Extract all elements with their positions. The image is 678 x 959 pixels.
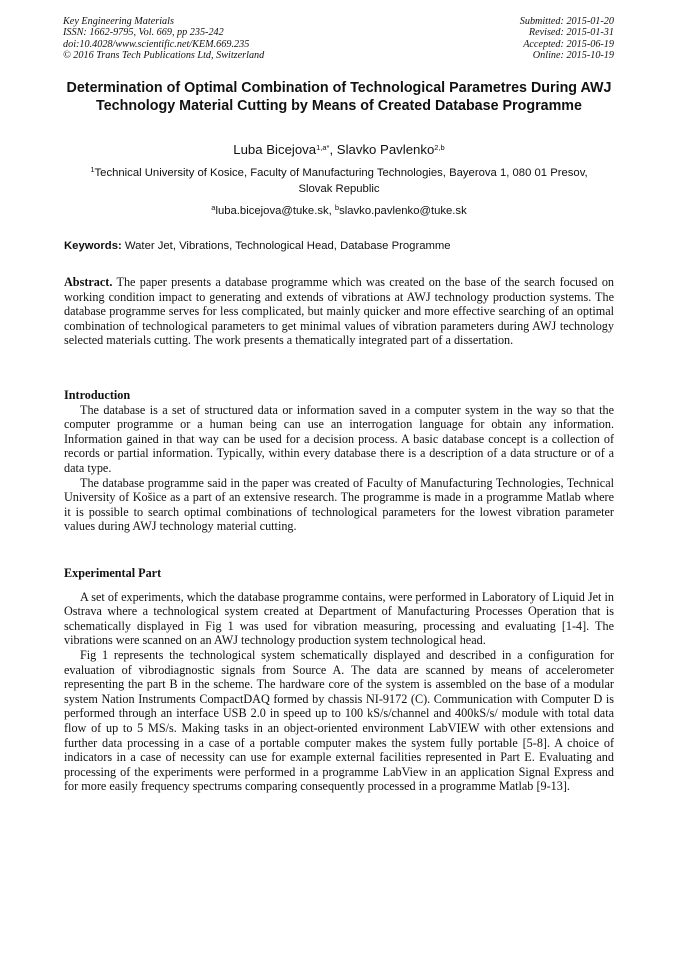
email-a: luba.bicejova@tuke.sk — [215, 205, 329, 217]
affiliation-mark: 1 — [90, 165, 95, 174]
dates-info — [520, 16, 614, 62]
introduction-paragraph: The database is a set of structured data or information saved in a computer system in the way so that the computer programme or a human being can use an interrogation language for obtain any information. Information gained in that way can be used for a decision process. A basic database concept is a collection of records or partial information. Typically, within every database there is a description of a data structure or of a data type. — [64, 402, 614, 475]
experimental-paragraph: A set of experiments, which the database programme contains, were performed in Laboratory of Liquid Jet in Ostrava where a technological system created at Department of Manufacturing Processes Operation that is schematically displayed in Fig 1 was used for vibration measuring, processing and evaluating [1-4]. The vibrations were scanned on an AWJ technology production system technological head. — [64, 589, 614, 648]
email-a-mark: a — [211, 203, 216, 212]
affiliation-text: Technical University of Kosice, Faculty of Manufacturing Technologies, Bayerova 1, 080 01 Presov, Slovak Republic — [94, 167, 588, 195]
keywords-text: Water Jet, Vibrations, Technological Head, Database Programme — [124, 240, 451, 252]
introduction-heading: Introduction — [64, 388, 131, 402]
doi: doi:10.4028/www.scientific.net/KEM.669.235 — [63, 38, 250, 50]
submitted-date: Submitted: 2015-01-20 — [519, 16, 614, 27]
authors — [0, 142, 678, 158]
experimental-paragraph: Fig 1 represents the technological system schematically displayed and described in a configuration for evaluation of vibrodiagnostic signals from Source A. The data are scanned by means of accelerometer representing the part B in the scheme. The hardware core of the system is assembled on the base of a modular system Nation Instruments CompactDAQ formed by chassis NI-9172 (C). Communication with Computer D is performed through an interface USB 2.0 in speed up to 100 kS/s/channel and 400kS/s/ module with total data flow of up to 5 MS/s. Making tasks in an object-oriented environment LabVIEW with other extensions and further data processing in a case of a portable computer makes the system fully portable [5-8]. A choice of indicators in a case of necessity can use for example external facilities represented in Part E. Evaluating and processing of the experiments were performed in a programme LabView in an application Signal Express and for more easily frequency spectrums comparing consequently processed in a programme Matlab [9-13]. — [64, 647, 614, 794]
affiliation — [80, 166, 598, 197]
journal-name: Key Engineering Materials — [63, 16, 174, 27]
revised-date: Revised: 2015-01-31 — [528, 27, 614, 39]
email-separator: , — [328, 205, 335, 217]
introduction-paragraph: The database programme said in the paper was created of Faculty of Manufacturing Technologies, Technical University of Košice as a part of an extensive research. The programme is made in a programme Matlab where it is possible to search optimal combinations of technological parameters for the lowest vibration parameter values during AWJ technology material cutting. — [64, 475, 614, 534]
issn: ISSN: 1662-9795, Vol. 669, pp 235-242 — [63, 27, 224, 39]
experimental-section — [64, 566, 614, 794]
author-1: Luba Bicejova — [233, 142, 317, 157]
accepted-date: Accepted: 2015-06-19 — [523, 38, 614, 50]
abstract-text: The paper presents a database programme which was created on the base of the search focused on working condition impact to generating and extends of vibrations at AWJ technology production systems. The database programme serves for less complicated, but mainly quicker and more effective searching of an optimal combination of technological parameters to get minimal values of vibration parameters during AWJ technology selected materials cutting. The work presents a thematically integrated part of a dissertation. — [64, 275, 615, 348]
paper-title: Determination of Optimal Combination of Technological Parametres During AWJ Technology Material Cutting by Means of Created Database Programme — [66, 80, 612, 114]
abstract-label: Abstract. — [64, 275, 113, 289]
emails — [0, 204, 678, 218]
author-2: Slavko Pavlenko — [336, 142, 435, 157]
author-separator: , — [329, 142, 337, 157]
keywords — [64, 239, 616, 253]
journal-info — [63, 16, 264, 62]
experimental-heading: Experimental Part — [64, 566, 162, 580]
abstract — [64, 275, 614, 348]
introduction-section — [64, 388, 614, 534]
keywords-label: Keywords: — [64, 240, 122, 252]
author-1-affil: 1,a* — [316, 143, 330, 152]
author-2-affil: 2,b — [434, 143, 445, 152]
email-b: slavko.pavlenko@tuke.sk — [339, 205, 467, 217]
email-b-mark: b — [334, 203, 340, 212]
online-date: Online: 2015-10-19 — [532, 50, 614, 62]
copyright: © 2016 Trans Tech Publications Ltd, Switzerland — [63, 50, 265, 62]
